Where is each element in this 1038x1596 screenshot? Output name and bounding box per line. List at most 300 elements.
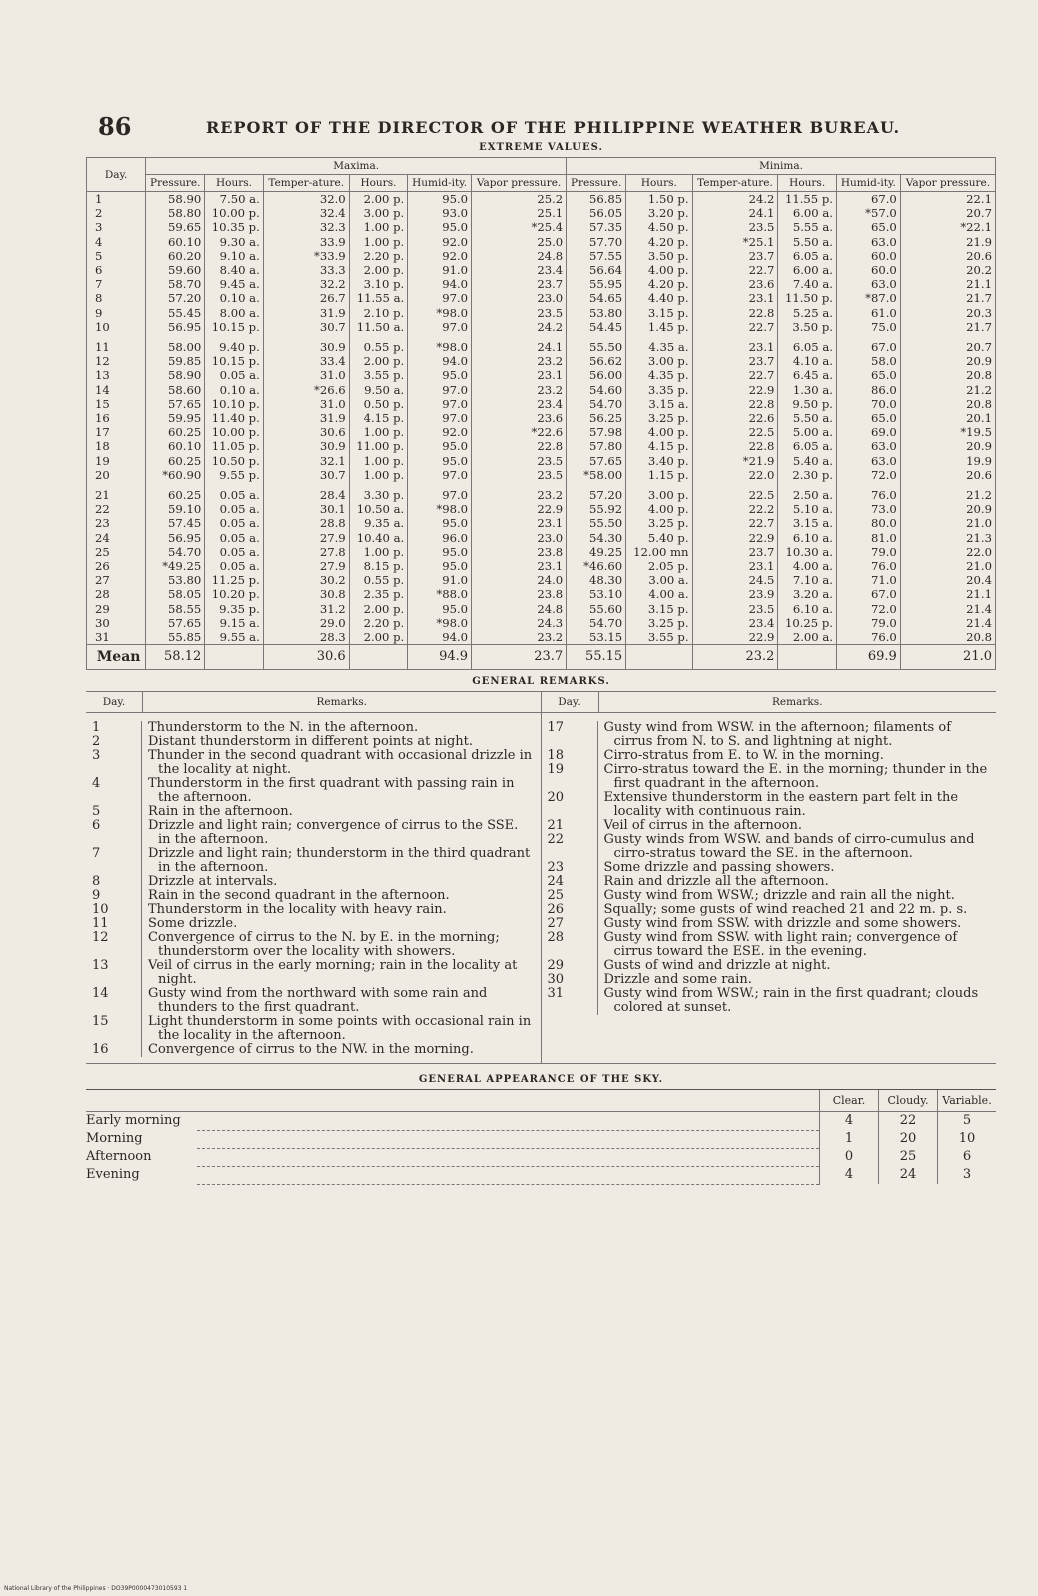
value-cell: 3.55 p. bbox=[626, 630, 692, 645]
value-cell: 24.2 bbox=[692, 192, 778, 207]
col-min-pressure: Pressure. bbox=[567, 175, 626, 192]
day-cell: 1 bbox=[87, 192, 146, 207]
value-cell: 23.2 bbox=[472, 354, 567, 368]
value-cell: 53.10 bbox=[567, 587, 626, 601]
value-cell: 26.7 bbox=[263, 291, 349, 305]
value-cell: 54.45 bbox=[567, 320, 626, 334]
value-cell: 97.0 bbox=[408, 397, 472, 411]
remark-day: 10 bbox=[86, 903, 142, 917]
value-cell: 80.0 bbox=[836, 516, 900, 530]
table-row bbox=[87, 249, 996, 263]
value-cell: 4.40 p. bbox=[626, 291, 692, 305]
value-cell: 23.1 bbox=[472, 368, 567, 382]
value-cell: 0.05 a. bbox=[205, 545, 264, 559]
value-cell: 63.0 bbox=[836, 454, 900, 468]
remark-text: Gusts of wind and drizzle at night. bbox=[603, 958, 831, 974]
value-cell: 23.1 bbox=[692, 559, 778, 573]
mean-value bbox=[778, 645, 837, 670]
value-cell: 30.6 bbox=[263, 425, 349, 439]
value-cell: 93.0 bbox=[408, 206, 472, 220]
value-cell: 22.7 bbox=[692, 263, 778, 277]
value-cell: 32.1 bbox=[263, 454, 349, 468]
remarks-left-column bbox=[86, 692, 541, 1063]
value-cell: 4.00 a. bbox=[778, 559, 837, 573]
value-cell: 20.7 bbox=[900, 340, 995, 354]
remark-day: 31 bbox=[542, 987, 598, 1015]
value-cell: 95.0 bbox=[408, 602, 472, 616]
remark-text: Thunderstorm to the N. in the afternoon. bbox=[148, 720, 419, 736]
value-cell: 0.10 a. bbox=[205, 291, 264, 305]
value-cell: 95.0 bbox=[408, 454, 472, 468]
value-cell: 58.55 bbox=[146, 602, 205, 616]
value-cell: 22.8 bbox=[692, 397, 778, 411]
remark-text: Distant thunderstorm in different points at night. bbox=[148, 734, 474, 750]
value-cell: 23.2 bbox=[472, 383, 567, 397]
table-row bbox=[87, 206, 996, 220]
general-remarks bbox=[86, 691, 996, 1064]
remark-item bbox=[86, 777, 541, 805]
value-cell: 21.3 bbox=[900, 531, 995, 545]
remark-item bbox=[542, 875, 997, 889]
value-cell: 4.00 p. bbox=[626, 425, 692, 439]
table-row bbox=[87, 263, 996, 277]
value-cell: 0.55 p. bbox=[349, 573, 408, 587]
remark-day: 3 bbox=[86, 749, 142, 777]
value-cell: 6.05 a. bbox=[778, 249, 837, 263]
remark-item bbox=[542, 903, 997, 917]
value-cell: 21.0 bbox=[900, 559, 995, 573]
day-cell: 26 bbox=[87, 559, 146, 573]
remark-day: 27 bbox=[542, 917, 598, 931]
value-cell: 2.00 p. bbox=[349, 602, 408, 616]
value-cell: *25.1 bbox=[692, 235, 778, 249]
value-cell: 60.25 bbox=[146, 425, 205, 439]
remark-day: 24 bbox=[542, 875, 598, 889]
value-cell: 23.6 bbox=[472, 411, 567, 425]
value-cell: 4.20 p. bbox=[626, 277, 692, 291]
sky-variable-value: 5 bbox=[938, 1112, 997, 1131]
day-cell: 19 bbox=[87, 454, 146, 468]
value-cell: 32.2 bbox=[263, 277, 349, 291]
value-cell: 20.2 bbox=[900, 263, 995, 277]
sky-variable-value: 10 bbox=[938, 1130, 997, 1148]
value-cell: 60.25 bbox=[146, 454, 205, 468]
value-cell: 1.00 p. bbox=[349, 545, 408, 559]
table-row bbox=[87, 439, 996, 453]
value-cell: 0.05 a. bbox=[205, 368, 264, 382]
value-cell: 58.60 bbox=[146, 383, 205, 397]
value-cell: 29.0 bbox=[263, 616, 349, 630]
value-cell: 20.8 bbox=[900, 397, 995, 411]
value-cell: 3.15 p. bbox=[626, 306, 692, 320]
page-title: REPORT OF THE DIRECTOR OF THE PHILIPPINE WEATHER BUREAU. bbox=[206, 118, 901, 137]
value-cell: 56.05 bbox=[567, 206, 626, 220]
remark-item bbox=[86, 987, 541, 1015]
page-number: 86 bbox=[98, 112, 132, 141]
value-cell: 92.0 bbox=[408, 235, 472, 249]
value-cell: 72.0 bbox=[836, 468, 900, 482]
value-cell: 23.4 bbox=[692, 616, 778, 630]
remark-item bbox=[86, 721, 541, 735]
col-max-humidity: Humid-ity. bbox=[408, 175, 472, 192]
value-cell: 9.45 a. bbox=[205, 277, 264, 291]
value-cell: 76.0 bbox=[836, 630, 900, 645]
day-cell: 15 bbox=[87, 397, 146, 411]
table-row bbox=[87, 468, 996, 482]
remark-day: 22 bbox=[542, 833, 598, 861]
value-cell: 53.80 bbox=[146, 573, 205, 587]
col-max-hours: Hours. bbox=[349, 175, 408, 192]
value-cell: *88.0 bbox=[408, 587, 472, 601]
value-cell: 71.0 bbox=[836, 573, 900, 587]
day-cell: 10 bbox=[87, 320, 146, 334]
value-cell: *22.1 bbox=[900, 220, 995, 234]
value-cell: 0.05 a. bbox=[205, 559, 264, 573]
value-cell: 10.00 p. bbox=[205, 206, 264, 220]
value-cell: 59.85 bbox=[146, 354, 205, 368]
value-cell: 2.50 a. bbox=[778, 488, 837, 502]
remark-text: Gusty wind from WSW.; rain in the first quadrant; clouds colored at sunset. bbox=[603, 986, 979, 1016]
remarks-header bbox=[542, 692, 997, 713]
mean-value: 30.6 bbox=[263, 645, 349, 670]
value-cell: 91.0 bbox=[408, 573, 472, 587]
remark-day: 1 bbox=[86, 721, 142, 735]
value-cell: 5.00 a. bbox=[778, 425, 837, 439]
value-cell: 2.00 a. bbox=[778, 630, 837, 645]
day-cell: 3 bbox=[87, 220, 146, 234]
remark-day: 12 bbox=[86, 931, 142, 959]
value-cell: 11.40 p. bbox=[205, 411, 264, 425]
remarks-list bbox=[86, 713, 541, 1063]
value-cell: 3.15 a. bbox=[626, 397, 692, 411]
remark-day: 6 bbox=[86, 819, 142, 847]
value-cell: 65.0 bbox=[836, 220, 900, 234]
remark-text: Squally; some gusts of wind reached 21 and 22 m. p. s. bbox=[603, 902, 968, 918]
value-cell: 10.30 a. bbox=[778, 545, 837, 559]
remark-day: 9 bbox=[86, 889, 142, 903]
value-cell: 2.00 p. bbox=[349, 263, 408, 277]
remark-item bbox=[86, 889, 541, 903]
sky-clear-value: 4 bbox=[820, 1112, 879, 1131]
value-cell: 9.30 a. bbox=[205, 235, 264, 249]
table-row bbox=[87, 383, 996, 397]
value-cell: 55.50 bbox=[567, 340, 626, 354]
remark-day: 20 bbox=[542, 791, 598, 819]
remark-item bbox=[542, 763, 997, 791]
value-cell: 27.8 bbox=[263, 545, 349, 559]
remark-text: Some drizzle and passing showers. bbox=[603, 860, 835, 876]
sky-clear-value: 4 bbox=[820, 1166, 879, 1184]
value-cell: 57.65 bbox=[146, 616, 205, 630]
value-cell: 30.8 bbox=[263, 587, 349, 601]
value-cell: 6.45 a. bbox=[778, 368, 837, 382]
mean-value bbox=[349, 645, 408, 670]
mean-label: Mean bbox=[87, 645, 146, 670]
value-cell: 54.70 bbox=[146, 545, 205, 559]
value-cell: 4.50 p. bbox=[626, 220, 692, 234]
value-cell: 23.0 bbox=[472, 531, 567, 545]
table-row bbox=[87, 587, 996, 601]
value-cell: 58.90 bbox=[146, 368, 205, 382]
value-cell: 57.65 bbox=[567, 454, 626, 468]
remark-item bbox=[86, 875, 541, 889]
mean-value bbox=[626, 645, 692, 670]
remark-text: Gusty wind from SSW. with drizzle and some showers. bbox=[603, 916, 962, 932]
value-cell: 9.15 a. bbox=[205, 616, 264, 630]
sky-clear-value: 1 bbox=[820, 1130, 879, 1148]
value-cell: 1.00 p. bbox=[349, 425, 408, 439]
value-cell: 48.30 bbox=[567, 573, 626, 587]
value-cell: 27.9 bbox=[263, 559, 349, 573]
value-cell: 95.0 bbox=[408, 545, 472, 559]
value-cell: 21.2 bbox=[900, 488, 995, 502]
dot-leader bbox=[197, 1112, 820, 1131]
value-cell: 23.2 bbox=[472, 630, 567, 645]
sky-clear-value: 0 bbox=[820, 1148, 879, 1166]
value-cell: 70.0 bbox=[836, 397, 900, 411]
mean-value: 23.7 bbox=[472, 645, 567, 670]
value-cell: 0.05 a. bbox=[205, 531, 264, 545]
value-cell: 57.55 bbox=[567, 249, 626, 263]
value-cell: 30.7 bbox=[263, 320, 349, 334]
value-cell: 24.8 bbox=[472, 602, 567, 616]
dot-leader bbox=[197, 1130, 820, 1148]
remark-item bbox=[86, 917, 541, 931]
remark-item bbox=[542, 791, 997, 819]
value-cell: 2.00 p. bbox=[349, 354, 408, 368]
value-cell: 22.2 bbox=[692, 502, 778, 516]
value-cell: 25.2 bbox=[472, 192, 567, 207]
value-cell: 86.0 bbox=[836, 383, 900, 397]
day-cell: 4 bbox=[87, 235, 146, 249]
value-cell: 23.7 bbox=[472, 277, 567, 291]
value-cell: 22.7 bbox=[692, 516, 778, 530]
value-cell: 57.80 bbox=[567, 439, 626, 453]
value-cell: 65.0 bbox=[836, 368, 900, 382]
value-cell: 33.4 bbox=[263, 354, 349, 368]
value-cell: 22.9 bbox=[692, 531, 778, 545]
value-cell: 22.5 bbox=[692, 425, 778, 439]
value-cell: 67.0 bbox=[836, 340, 900, 354]
value-cell: 0.05 a. bbox=[205, 516, 264, 530]
remark-item bbox=[542, 721, 997, 749]
table-row bbox=[87, 411, 996, 425]
remarks-day-header: Day. bbox=[86, 692, 143, 712]
remark-item bbox=[86, 819, 541, 847]
sky-row bbox=[86, 1112, 996, 1131]
table-row bbox=[87, 306, 996, 320]
value-cell: *49.25 bbox=[146, 559, 205, 573]
table-row bbox=[87, 397, 996, 411]
mean-row bbox=[87, 645, 996, 670]
value-cell: 21.1 bbox=[900, 277, 995, 291]
value-cell: 54.70 bbox=[567, 616, 626, 630]
value-cell: 1.50 p. bbox=[626, 192, 692, 207]
value-cell: 58.05 bbox=[146, 587, 205, 601]
value-cell: 9.10 a. bbox=[205, 249, 264, 263]
value-cell: 31.0 bbox=[263, 397, 349, 411]
remark-text: Veil of cirrus in the afternoon. bbox=[603, 818, 802, 834]
remark-text: Rain and drizzle all the afternoon. bbox=[603, 874, 829, 890]
value-cell: 4.10 a. bbox=[778, 354, 837, 368]
value-cell: 10.00 p. bbox=[205, 425, 264, 439]
value-cell: 6.10 a. bbox=[778, 602, 837, 616]
remark-item bbox=[86, 1015, 541, 1043]
value-cell: 3.40 p. bbox=[626, 454, 692, 468]
value-cell: 6.05 a. bbox=[778, 340, 837, 354]
table-row bbox=[87, 291, 996, 305]
value-cell: 20.6 bbox=[900, 249, 995, 263]
footer-credit: National Library of the Philippines · DO39P0000473010593 1 bbox=[4, 1585, 188, 1592]
value-cell: 58.00 bbox=[146, 340, 205, 354]
value-cell: 1.00 p. bbox=[349, 220, 408, 234]
table-row bbox=[87, 354, 996, 368]
value-cell: 3.00 p. bbox=[626, 354, 692, 368]
value-cell: 97.0 bbox=[408, 468, 472, 482]
day-cell: 21 bbox=[87, 488, 146, 502]
value-cell: 22.8 bbox=[692, 439, 778, 453]
value-cell: 20.4 bbox=[900, 573, 995, 587]
value-cell: 10.50 p. bbox=[205, 454, 264, 468]
value-cell: 22.8 bbox=[472, 439, 567, 453]
value-cell: 57.35 bbox=[567, 220, 626, 234]
value-cell: 20.7 bbox=[900, 206, 995, 220]
day-cell: 30 bbox=[87, 616, 146, 630]
maxima-header: Maxima. bbox=[146, 158, 567, 175]
value-cell: 6.05 a. bbox=[778, 439, 837, 453]
value-cell: 6.00 a. bbox=[778, 206, 837, 220]
sky-variable-value: 6 bbox=[938, 1148, 997, 1166]
value-cell: 1.00 p. bbox=[349, 235, 408, 249]
value-cell: 79.0 bbox=[836, 545, 900, 559]
value-cell: *98.0 bbox=[408, 340, 472, 354]
sky-row bbox=[86, 1130, 996, 1148]
value-cell: 23.2 bbox=[472, 488, 567, 502]
value-cell: 30.2 bbox=[263, 573, 349, 587]
value-cell: 3.50 p. bbox=[778, 320, 837, 334]
sky-row-label: Evening bbox=[86, 1167, 140, 1183]
value-cell: 97.0 bbox=[408, 320, 472, 334]
value-cell: 55.95 bbox=[567, 277, 626, 291]
remark-text: Drizzle and some rain. bbox=[603, 972, 752, 988]
value-cell: 60.0 bbox=[836, 263, 900, 277]
value-cell: 31.9 bbox=[263, 411, 349, 425]
day-cell: 17 bbox=[87, 425, 146, 439]
value-cell: *98.0 bbox=[408, 502, 472, 516]
remark-text: Veil of cirrus in the early morning; rain in the locality at night. bbox=[148, 958, 518, 988]
value-cell: 1.15 p. bbox=[626, 468, 692, 482]
value-cell: 67.0 bbox=[836, 587, 900, 601]
value-cell: 2.20 p. bbox=[349, 249, 408, 263]
sky-col-clear: Clear. bbox=[820, 1090, 879, 1112]
value-cell: 75.0 bbox=[836, 320, 900, 334]
value-cell: 9.50 p. bbox=[778, 397, 837, 411]
value-cell: 23.0 bbox=[472, 291, 567, 305]
value-cell: 56.95 bbox=[146, 531, 205, 545]
value-cell: 0.50 p. bbox=[349, 397, 408, 411]
table-row bbox=[87, 368, 996, 382]
value-cell: 95.0 bbox=[408, 516, 472, 530]
day-cell: 31 bbox=[87, 630, 146, 645]
value-cell: *98.0 bbox=[408, 616, 472, 630]
remark-day: 5 bbox=[86, 805, 142, 819]
value-cell: 57.20 bbox=[146, 291, 205, 305]
value-cell: 0.10 a. bbox=[205, 383, 264, 397]
value-cell: 76.0 bbox=[836, 488, 900, 502]
value-cell: 30.7 bbox=[263, 468, 349, 482]
value-cell: 79.0 bbox=[836, 616, 900, 630]
value-cell: 25.0 bbox=[472, 235, 567, 249]
value-cell: 91.0 bbox=[408, 263, 472, 277]
value-cell: 57.98 bbox=[567, 425, 626, 439]
value-cell: 10.50 a. bbox=[349, 502, 408, 516]
value-cell: 95.0 bbox=[408, 439, 472, 453]
remark-day: 14 bbox=[86, 987, 142, 1015]
value-cell: 9.55 a. bbox=[205, 630, 264, 645]
day-cell: 29 bbox=[87, 602, 146, 616]
value-cell: 22.1 bbox=[900, 192, 995, 207]
col-min-hours: Hours. bbox=[778, 175, 837, 192]
value-cell: 97.0 bbox=[408, 411, 472, 425]
value-cell: 58.0 bbox=[836, 354, 900, 368]
value-cell: 21.2 bbox=[900, 383, 995, 397]
value-cell: 7.10 a. bbox=[778, 573, 837, 587]
remark-item bbox=[542, 833, 997, 861]
value-cell: 0.55 p. bbox=[349, 340, 408, 354]
value-cell: 22.0 bbox=[900, 545, 995, 559]
remark-text: Drizzle at intervals. bbox=[148, 874, 278, 890]
value-cell: 9.40 p. bbox=[205, 340, 264, 354]
value-cell: 24.0 bbox=[472, 573, 567, 587]
value-cell: 59.65 bbox=[146, 220, 205, 234]
value-cell: 95.0 bbox=[408, 220, 472, 234]
value-cell: 92.0 bbox=[408, 249, 472, 263]
value-cell: 95.0 bbox=[408, 368, 472, 382]
col-min-vapor-pressure: Vapor pressure. bbox=[900, 175, 995, 192]
value-cell: 10.15 p. bbox=[205, 320, 264, 334]
value-cell: *98.0 bbox=[408, 306, 472, 320]
value-cell: 95.0 bbox=[408, 559, 472, 573]
value-cell: *21.9 bbox=[692, 454, 778, 468]
value-cell: 11.25 p. bbox=[205, 573, 264, 587]
value-cell: 21.1 bbox=[900, 587, 995, 601]
value-cell: 1.00 p. bbox=[349, 454, 408, 468]
value-cell: 57.45 bbox=[146, 516, 205, 530]
value-cell: 5.55 a. bbox=[778, 220, 837, 234]
value-cell: 3.10 p. bbox=[349, 277, 408, 291]
value-cell: 56.85 bbox=[567, 192, 626, 207]
value-cell: 21.4 bbox=[900, 616, 995, 630]
remark-item bbox=[86, 749, 541, 777]
value-cell: 10.40 a. bbox=[349, 531, 408, 545]
value-cell: 2.35 p. bbox=[349, 587, 408, 601]
remark-item bbox=[542, 889, 997, 903]
value-cell: 59.60 bbox=[146, 263, 205, 277]
value-cell: 1.30 a. bbox=[778, 383, 837, 397]
extreme-values-title: EXTREME VALUES. bbox=[479, 142, 603, 153]
remark-item bbox=[542, 861, 997, 875]
value-cell: 5.50 a. bbox=[778, 235, 837, 249]
sky-cloudy-value: 22 bbox=[879, 1112, 938, 1131]
value-cell: 3.00 p. bbox=[626, 488, 692, 502]
value-cell: 72.0 bbox=[836, 602, 900, 616]
value-cell: 9.50 a. bbox=[349, 383, 408, 397]
value-cell: 32.0 bbox=[263, 192, 349, 207]
remark-day: 11 bbox=[86, 917, 142, 931]
value-cell: 11.55 p. bbox=[778, 192, 837, 207]
day-cell: 18 bbox=[87, 439, 146, 453]
value-cell: 57.70 bbox=[567, 235, 626, 249]
